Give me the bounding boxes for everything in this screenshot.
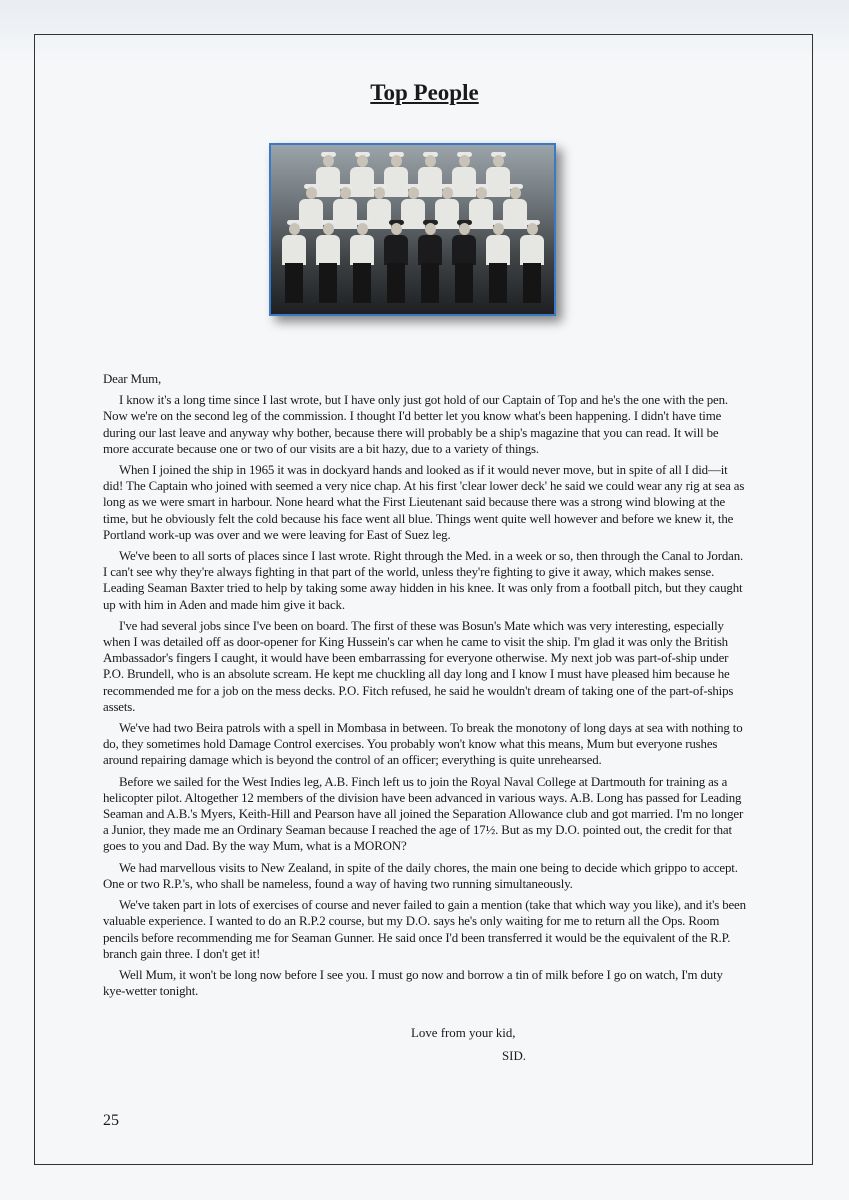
letter-paragraph: We've taken part in lots of exercises of course and never failed to gain a mention (take that which way you like), and it's been valuable experience. I wanted to do an R.P.2 course, but my D.O. says he's only waiting for me to return all the Ops. Room pencils before recommending me for Seaman Gunner. He said once I'd been transferred it would be the equivalent of the R.P. branch gain three. I don't get it! (103, 898, 746, 961)
crew-group-photo (269, 143, 556, 316)
letter-salutation: Dear Mum, (103, 372, 162, 386)
photo-middle-row (271, 187, 554, 227)
page-number: 25 (103, 1112, 119, 1129)
letter-signoff: Love from your kid, (411, 1026, 516, 1040)
photo-front-row (271, 223, 554, 263)
page-title: Top People (370, 80, 479, 105)
letter-paragraph: I know it's a long time since I last wrote, but I have only just got hold of our Captain of Top and he's the one with the pen. Now we're on the second leg of the commission. I thought I'd better let you know what's been happening. I didn't have time during our last leave and anyway why bother, because there will probably be a ship's magazine that you can read. It will be more accurate because one or two of our visits are a bit hazy, due to a variety of things. (103, 393, 728, 456)
letter-paragraph: We had marvellous visits to New Zealand, in spite of the daily chores, the main one being to decide which grippo to accept. One or two R.P.'s, who shall be nameless, found a way of having two running simultaneously. (103, 860, 738, 891)
letter-paragraph: We've been to all sorts of places since I last wrote. Right through the Med. in a week or so, then through the Canal to Jordan. I can't see why they're always fighting in that part of the world, unless they're fighting to give it away, which makes sense. Leading Seaman Baxter tried to help by taking some away hidden in his knee. It was only from a football pitch, but they caught up with him in Aden and made him give it back. (103, 549, 744, 612)
letter-signature: SID. (502, 1049, 526, 1063)
letter-paragraph: When I joined the ship in 1965 it was in dockyard hands and looked as if it would never move, but in spite of all I did—it did! The Captain who joined with seemed a very nice chap. At his first 'clear lower deck' he said we could wear any rig at sea as long as we were smart in harbour. None heard what the First Lieutenant said because there was a strong wind blowing at the time, but he obviously felt the cold because his face went all blue. Things went quite well however and before we knew it, the Portland work-up was over and we were leaving for East of Suez leg. (103, 463, 745, 542)
letter-paragraph: Well Mum, it won't be long now before I see you. I must go now and borrow a tin of milk before I go on watch, I'm duty kye-wetter tonight. (103, 967, 723, 999)
letter-paragraph: Before we sailed for the West Indies leg, A.B. Finch left us to join the Royal Naval College at Dartmouth for training as a helicopter pilot. Altogether 12 members of the division have been advanced in various ways. A.B. Long has passed for Leading Seaman and A.B.'s Myers, Keith-Hill and Pearson have all joined the Separation Allowance club and got married. I'm no longer a Junior, they made me an Ordinary Seaman because I reached the age of 17½. But as my D.O. pointed out, the credit for that goes to you and Dad. By the way Mum, what is a MORON? (103, 774, 744, 854)
letter-body (103, 371, 747, 1004)
letter-paragraph: We've had two Beira patrols with a spell in Mombasa in between. To break the monotony of long days at sea with nothing to do, they sometimes hold Damage Control exercises. You probably won't know what this means, Mum but everyone rushes around repairing damage which is beyond the control of an officer; everything is quite unrehearsed. (103, 721, 743, 768)
letter-paragraph: I've had several jobs since I've been on board. The first of these was Bosun's Mate which was very interesting, especially when I was detailed off as door-opener for King Hussein's car when he came to visit the ship. I'm glad it was only the British Ambassador's fingers I caught, it would have been embarrassing for everyone otherwise. My next job was part-of-ship under P.O. Brundell, who is an absolute scream. He kept me chuckling all day long and I know I must have pleased him because he recommended me for a job on the mess decks. P.O. Fitch refused, he said he wouldn't dream of taking one of the part-of-ships assets. (103, 618, 734, 714)
